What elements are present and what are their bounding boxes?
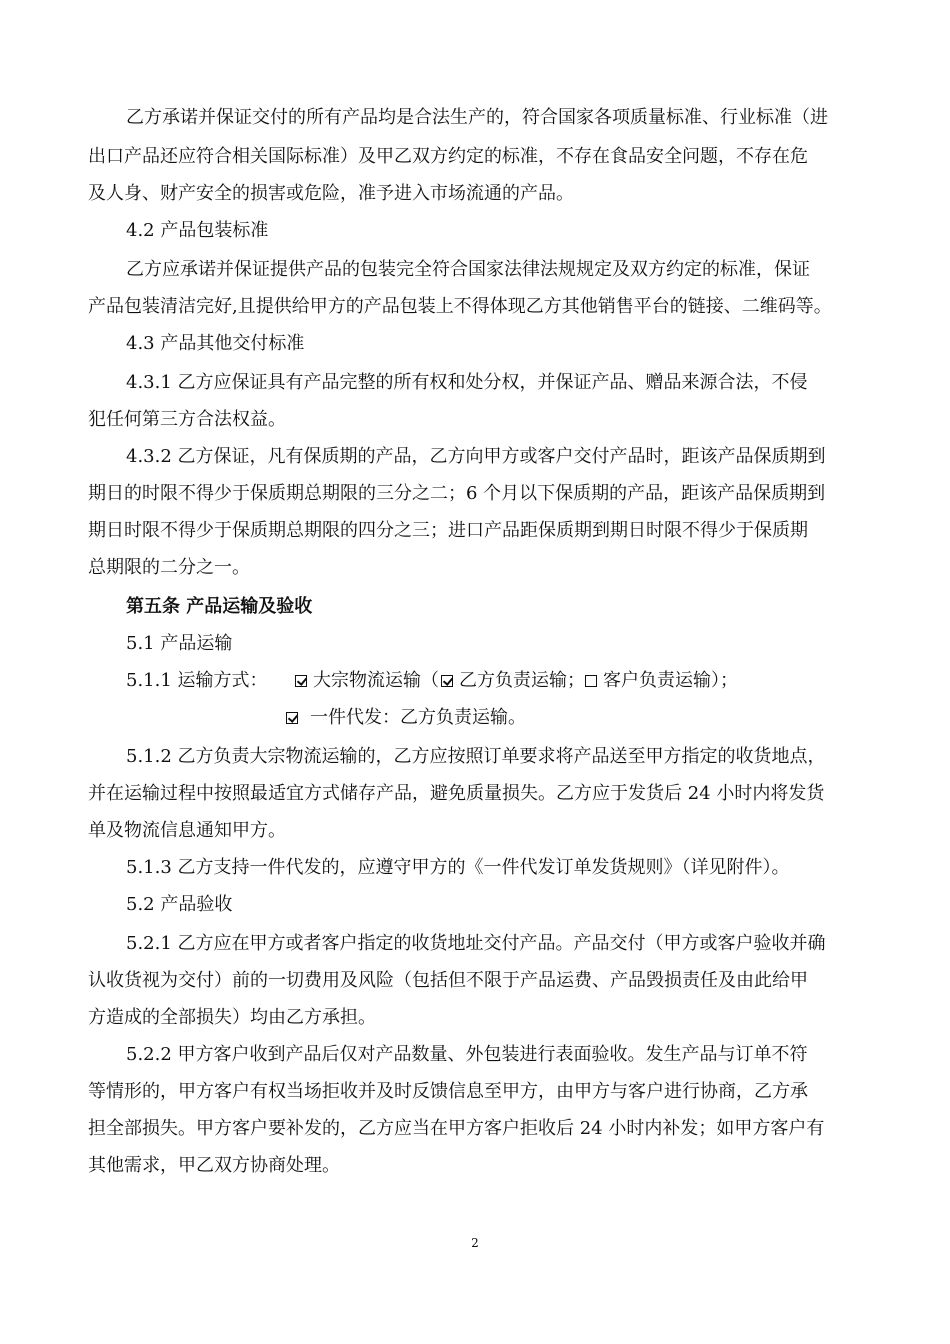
bulk-logistics-checkbox[interactable] [295,675,307,687]
paragraph-quality-line-1: 乙方承诺并保证交付的所有产品均是合法生产的，符合国家各项质量标准、行业标准（进 [126,107,828,128]
paragraph-5-1-2-line-3: 单及物流信息通知甲方。 [88,820,286,841]
paragraph-quality-line-2: 出口产品还应符合相关国际标准）及甲乙双方约定的标准，不存在食品安全问题，不存在危 [88,146,808,167]
paragraph-4-3-2-line-2: 期日的时限不得少于保质期总期限的三分之二；6 个月以下保质期的产品，距该产品保质期到 [88,483,826,504]
transport-method-row [126,669,738,693]
client-transport-checkbox[interactable] [585,675,597,687]
paragraph-packaging-line-1: 乙方应承诺并保证提供产品的包装完全符合国家法律法规规定及双方约定的标准，保证 [126,259,810,280]
paragraph-5-2-2-line-4: 其他需求，甲乙双方协商处理。 [88,1155,340,1176]
dropship-checkbox[interactable] [286,712,298,724]
dropship-label: 一件代发：乙方负责运输。 [310,707,526,728]
paragraph-5-2-2-line-2: 等情形的，甲方客户有权当场拒收并及时反馈信息至甲方，由甲方与客户进行协商，乙方承 [88,1081,808,1102]
supplier-transport-checkbox[interactable] [441,675,453,687]
paragraph-5-2-1-line-3: 方造成的全部损失）均由乙方承担。 [88,1007,376,1028]
paragraph-4-3-2-line-1: 4.3.2 乙方保证，凡有保质期的产品，乙方向甲方或客户交付产品时，距该产品保质期到 [126,446,826,467]
paragraph-5-2-1-line-1: 5.2.1 乙方应在甲方或者客户指定的收货地址交付产品。产品交付（甲方或客户验收并确 [126,933,826,954]
paragraph-5-2-2-line-3: 担全部损失。甲方客户要补发的，乙方应当在甲方客户拒收后 24 小时内补发；如甲方客户有 [88,1118,825,1139]
paragraph-quality-line-3: 及人身、财产安全的损害或危险，准予进入市场流通的产品。 [88,183,574,204]
bulk-logistics-label: 大宗物流运输（ [313,670,439,691]
heading-4-2: 4.2 产品包装标准 [126,220,269,241]
page-number: 2 [471,1236,479,1250]
heading-5-1: 5.1 产品运输 [126,633,233,654]
transport-method-label: 5.1.1 运输方式： [126,670,268,691]
heading-5-2: 5.2 产品验收 [126,894,233,915]
paragraph-4-3-1-line-1: 4.3.1 乙方应保证具有产品完整的所有权和处分权，并保证产品、赠品来源合法，不侵 [126,372,808,393]
heading-4-3: 4.3 产品其他交付标准 [126,333,305,354]
client-transport-label: 客户负责运输）； [603,670,738,691]
supplier-transport-label: 乙方负责运输； [459,670,585,691]
paragraph-5-1-3: 5.1.3 乙方支持一件代发的，应遵守甲方的《一件代发订单发货规则》（详见附件）。 [126,857,790,878]
paragraph-4-3-2-line-3: 期日时限不得少于保质期总期限的四分之三；进口产品距保质期到期日时限不得少于保质期 [88,520,808,541]
article-5-title: 第五条 产品运输及验收 [126,596,313,617]
paragraph-5-2-2-line-1: 5.2.2 甲方客户收到产品后仅对产品数量、外包装进行表面验收。发生产品与订单不符 [126,1044,808,1065]
paragraph-5-2-1-line-2: 认收货视为交付）前的一切费用及风险（包括但不限于产品运费、产品毁损责任及由此给甲 [88,970,808,991]
paragraph-4-3-1-line-2: 犯任何第三方合法权益。 [88,409,286,430]
paragraph-5-1-2-line-1: 5.1.2 乙方负责大宗物流运输的，乙方应按照订单要求将产品送至甲方指定的收货地点， [126,746,826,767]
paragraph-packaging-line-2: 产品包装清洁完好,且提供给甲方的产品包装上不得体现乙方其他销售平台的链接、二维码等。 [88,296,832,317]
dropship-row [284,706,526,730]
paragraph-4-3-2-line-4: 总期限的二分之一。 [88,557,250,578]
paragraph-5-1-2-line-2: 并在运输过程中按照最适宜方式储存产品，避免质量损失。乙方应于发货后 24 小时内将发货 [88,783,825,804]
